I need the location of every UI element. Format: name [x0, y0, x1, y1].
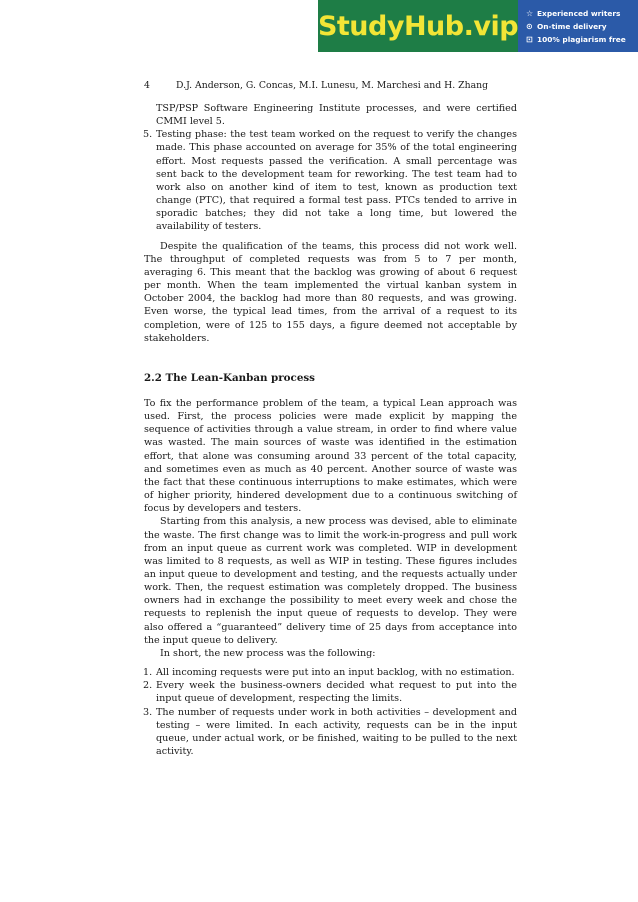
author-list: D.J. Anderson, G. Concas, M.I. Lunesu, M. Marchesi and H. Zhang [176, 80, 489, 91]
list-number: 2. [143, 680, 153, 692]
perk-experienced-writers [526, 7, 638, 20]
list-number: 5. [143, 129, 153, 141]
page-number: 4 [144, 80, 150, 91]
list-number: 3. [143, 706, 153, 718]
perk-label: Experienced writers [537, 8, 621, 18]
paragraph: To fix the performance problem of the team, a typical Lean approach was used. First, the process policies were made explicit by mapping the sequence of activities through a value stream, in order to find where value was wasted. The main sources of waste was identified in the estimation effort, that alone was consuming around 33 percent of the total capacity, and sometimes even as much as 40 percent. Another source of waste was the fact that these continuous interruptions to make estimates, which were of higher priority, hindered development due to a continuous switching of focus by developers and testers. [144, 397, 517, 515]
perk-on-time-delivery [526, 20, 638, 33]
list-item-continuation: TSP/PSP Software Engineering Institute processes, and were certified CMMI level 5. [156, 103, 517, 128]
list-item-text: All incoming requests were put into an input backlog, with no estimation. [156, 667, 515, 679]
ad-banner[interactable] [318, 0, 638, 52]
list-item-testing-phase [144, 128, 517, 233]
list-item-text: Testing phase: the test team worked on the request to verify the changes made. This phase accounted on average for 35% of the total engineering effort. Most requests passed the verification. A small percentage was sent back to the development team for reworking. The test team had to work also on another kind of item to test, known as production text change (PTC), that required a formal test pass. PTCs tended to arrive in sporadic batches; they did not take a long time, but lowered the availability of testers. [156, 129, 517, 233]
list-item-text: Every week the business-owners decided what request to put into the input queue of development, respecting the limits. [156, 680, 517, 705]
perk-label: On-time delivery [537, 21, 607, 31]
page-body [144, 102, 517, 758]
perk-label: 100% plagiarism free [537, 34, 626, 44]
running-head [144, 80, 514, 91]
clock-icon: ⊙ [526, 21, 533, 31]
list-item [144, 706, 517, 759]
list-item [144, 679, 517, 705]
shield-icon: ⊡ [526, 34, 533, 44]
perk-plagiarism-free [526, 33, 638, 46]
studyhub-logo[interactable] [318, 0, 518, 52]
list-number: 1. [143, 667, 153, 679]
section-heading: 2.2 The Lean-Kanban process [144, 371, 315, 384]
list-item-text: The number of requests under work in both activities – development and testing – were limited. In each activity, requests can be in the input queue, under actual work, or be finished, waiting to be pulled to the next activity. [156, 706, 517, 758]
star-icon: ☆ [526, 8, 534, 18]
perks-panel [518, 0, 638, 52]
list-item [144, 666, 517, 679]
paragraph: Starting from this analysis, a new process was devised, able to eliminate the waste. The first change was to limit the work-in-progress and pull work from an input queue as current work was completed. WIP in development was limited to 8 requests, as well as WIP in testing. These figures includes an input queue to development and testing, and the requests actually under work. Then, the request estimation was completely dropped. The business owners had in exchange the possibility to meet every week and chose the requests to replenish the input queue of requests to develop. They were also offered a “guaranteed” delivery time of 25 days from acceptance into the input queue to delivery. [144, 516, 517, 646]
logo-text: StudyHub.vip [317, 10, 519, 42]
paragraph: In short, the new process was the following: [160, 647, 376, 659]
paragraph: Despite the qualification of the teams, this process did not work well. The throughput of completed requests was from 5 to 7 per month, averaging 6. This meant that the backlog was growing of about 6 request per month. When the team implemented the virtual kanban system in October 2004, the backlog had more than 80 requests, and was growing. Even worse, the typical lead times, from the arrival of a request to its completion, were of 125 to 155 days, a figure deemed not acceptable by stakeholders. [144, 240, 517, 344]
